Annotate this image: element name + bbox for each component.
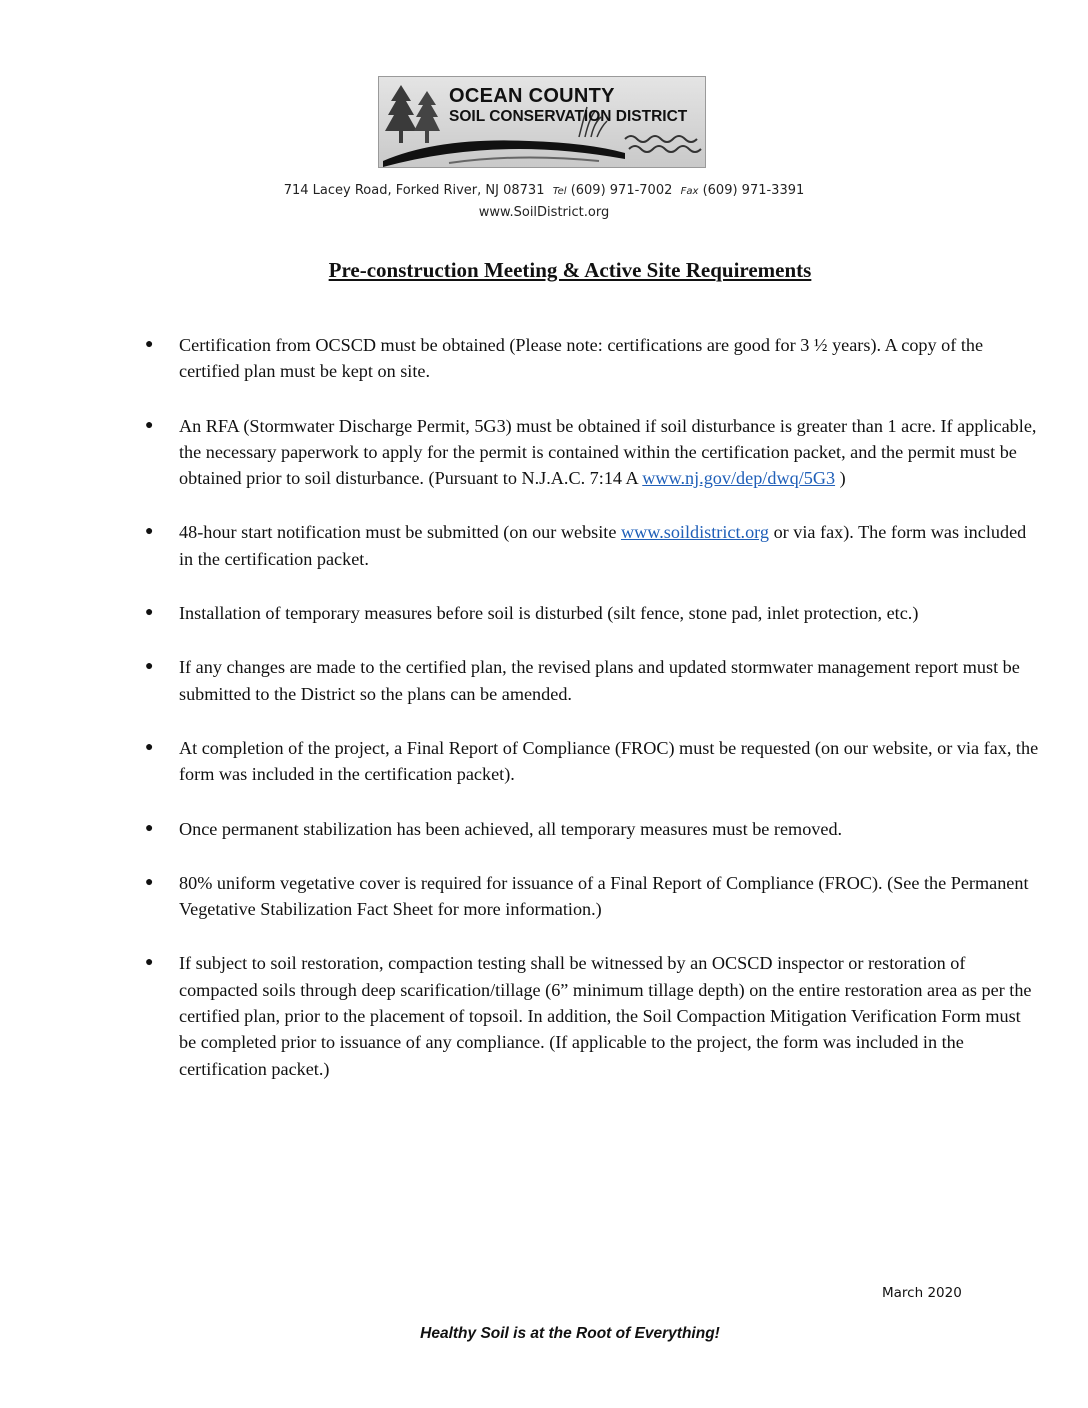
bullet-icon: ● [145, 659, 154, 675]
district-logo [378, 76, 706, 168]
document-date: March 2020 [882, 1285, 962, 1301]
list-item: ● If any changes are made to the certified plan, the revised plans and updated stormwater management report must be submitted to the District so the plans can be amended. [141, 654, 1041, 707]
phone: (609) 971-7002 [570, 183, 673, 198]
bullet-icon: ● [145, 874, 154, 890]
list-item: ● At completion of the project, a Final Report of Compliance (FROC) must be requested (on our website, or via fax, the form was included in the certification packet). [141, 735, 1041, 788]
logo-line-1: OCEAN COUNTY [449, 85, 615, 107]
tel-label: Tel [552, 186, 567, 197]
logo-line-2: SOIL CONSERVATION DISTRICT [449, 108, 688, 125]
bullet-icon: ● [145, 605, 154, 621]
list-item: ● Installation of temporary measures before soil is disturbed (silt fence, stone pad, inlet protection, etc.) [141, 600, 1041, 626]
permit-link[interactable]: www.nj.gov/dep/dwq/5G3 [642, 468, 836, 489]
list-item: ● Once permanent stabilization has been achieved, all temporary measures must be removed. [141, 816, 1041, 842]
website-link[interactable]: www.soildistrict.org [620, 522, 770, 543]
website-line [0, 205, 1088, 220]
address: 714 Lacey Road, Forked River, NJ 08731 [283, 183, 545, 198]
list-item: ● 48-hour start notification must be submitted (on our website www.soildistrict.org or via fax). The form was included in the certification packet. [141, 519, 1041, 572]
fax: (609) 971-3391 [702, 183, 805, 198]
footer-motto: Healthy Soil is at the Root of Everything! [420, 1325, 720, 1342]
bullet-icon: ● [145, 955, 154, 971]
page-title: Pre-construction Meeting & Active Site Requirements [328, 258, 812, 282]
list-item: ● 80% uniform vegetative cover is required for issuance of a Final Report of Compliance (FROC). (See the Permanent Vegetative Stabilization Fact Sheet for more information.) [141, 870, 1041, 923]
website[interactable]: www.SoilDistrict.org [478, 205, 610, 220]
contact-line [0, 183, 1088, 198]
bullet-icon: ● [145, 739, 154, 755]
list-item: ● Certification from OCSCD must be obtained (Please note: certifications are good for 3 ½ years). A copy of the certified plan must be kept on site. [141, 332, 1041, 385]
fax-label: Fax [680, 186, 699, 197]
requirements-list [141, 332, 1041, 1110]
list-item: ● An RFA (Stormwater Discharge Permit, 5G3) must be obtained if soil disturbance is greater than 1 acre. If applicable, the necessary paperwork to apply for the permit is contained within the certification packet, and the permit must be obtained prior to soil disturbance. (Pursuant to N.J.A.C. 7:14 A www.nj.gov/dep/dwq/5G3 ) [141, 413, 1041, 492]
bullet-icon: ● [145, 417, 154, 433]
list-item: ● If subject to soil restoration, compaction testing shall be witnessed by an OCSCD inspector or restoration of compacted soils through deep scarification/tillage (6” minimum tillage depth) on the entire restoration area as per the certified plan, prior to the placement of topsoil. In addition, the Soil Compaction Mitigation Verification Form must be completed prior to issuance of any compliance. (If applicable to the project, the form was included in the certification packet.) [141, 950, 1041, 1081]
bullet-icon: ● [145, 820, 154, 836]
bullet-icon: ● [145, 337, 154, 352]
bullet-icon: ● [145, 524, 154, 540]
